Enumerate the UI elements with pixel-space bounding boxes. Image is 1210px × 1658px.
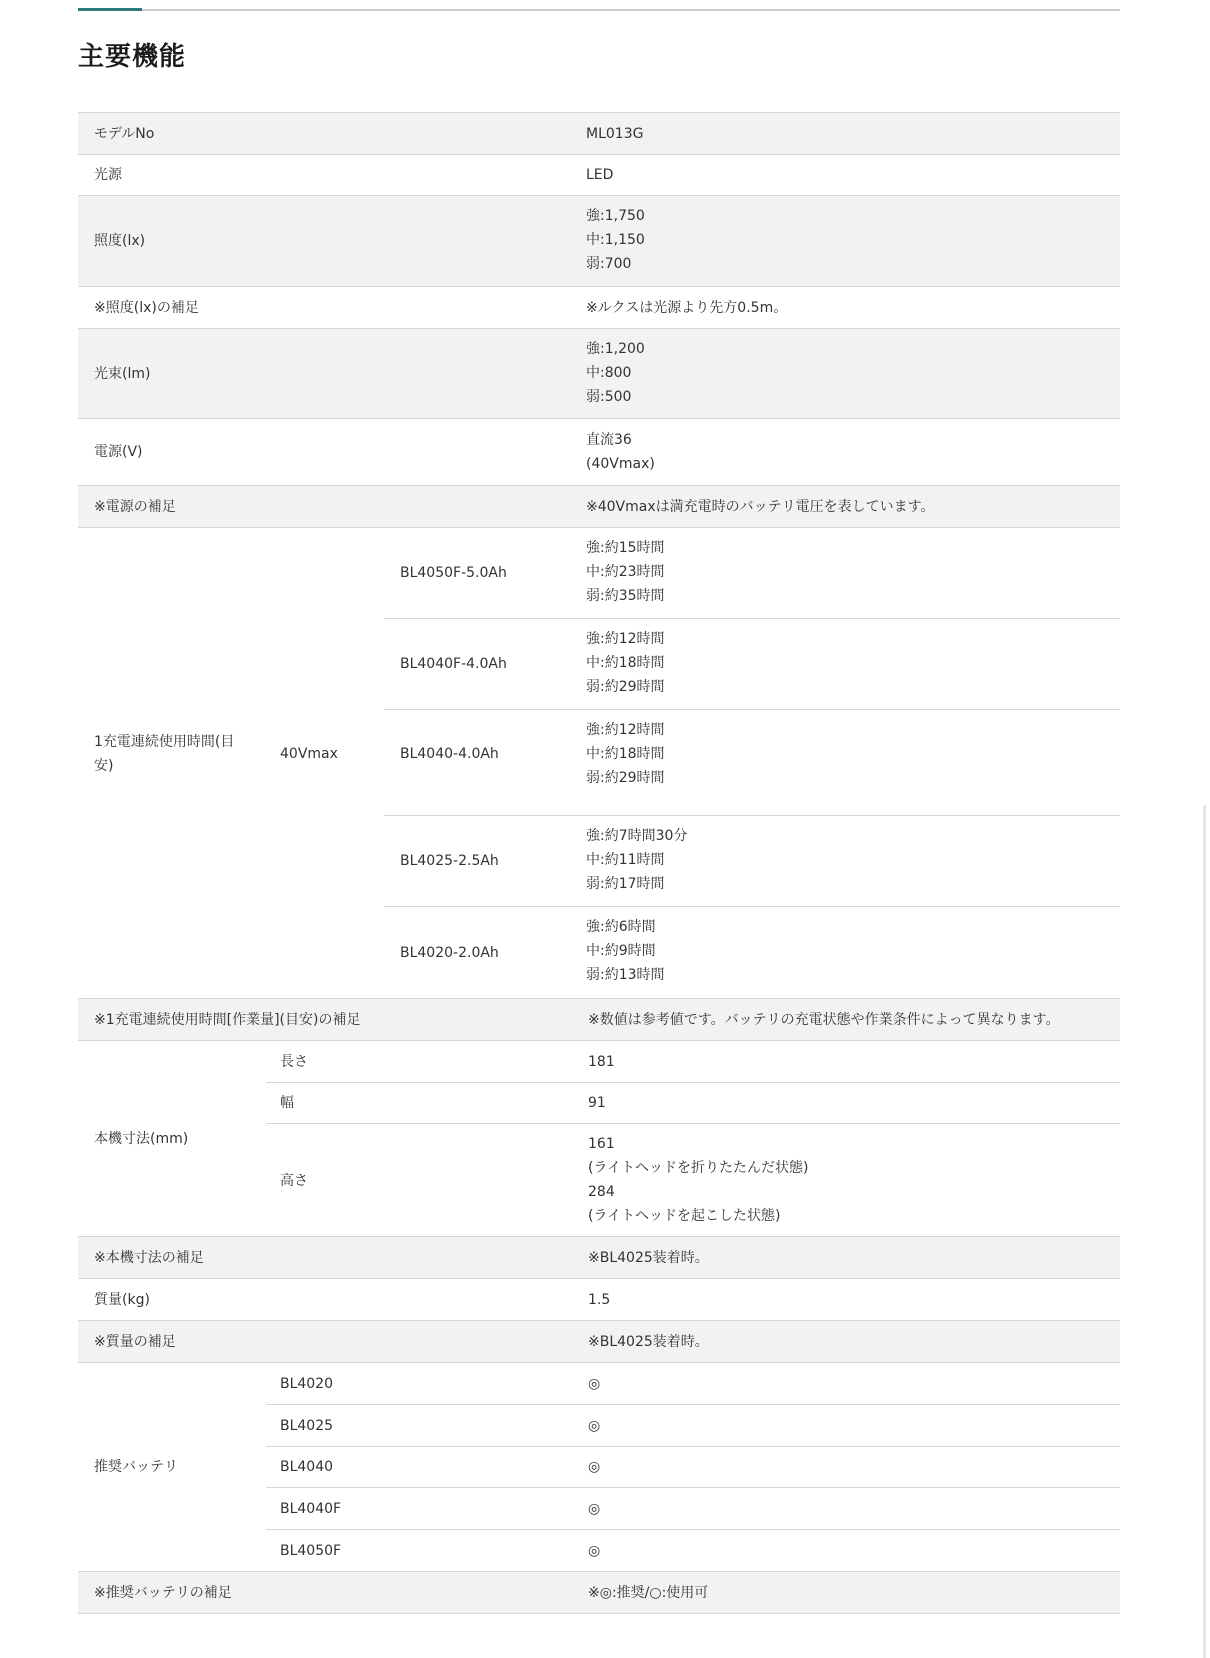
height-raised: 284 xyxy=(588,1184,615,1200)
spec-block-dimensions xyxy=(78,1041,1120,1237)
flux-mid: 中:800 xyxy=(586,365,632,381)
recommended-row xyxy=(266,1447,1120,1488)
dimension-width-label: 幅 xyxy=(280,1095,294,1111)
spec-row-recommended-note xyxy=(78,1572,1120,1614)
section-divider-accent xyxy=(78,8,142,11)
runtime-row-bl4040 xyxy=(384,710,1120,816)
recommended-row xyxy=(266,1363,1120,1405)
spec-value-dimensions-note: ※BL4025装着時。 xyxy=(588,1249,709,1266)
spec-row-runtime-note xyxy=(78,999,1120,1041)
spec-row-mass-note xyxy=(78,1321,1120,1363)
height-folded-note: (ライトヘッドを折りたたんだ状態) xyxy=(588,1160,809,1176)
power-max: (40Vmax) xyxy=(586,456,655,472)
flux-high: 強:1,200 xyxy=(586,341,645,357)
spec-value-luminous-flux xyxy=(586,337,645,409)
spec-row-power xyxy=(78,419,1120,486)
spec-value-power-note: ※40Vmaxは満充電時のバッテリ電圧を表しています。 xyxy=(586,498,935,515)
recommended-battery-name: BL4040F xyxy=(280,1500,342,1517)
dimension-width-value: 91 xyxy=(588,1095,606,1111)
spec-label-model: モデルNo xyxy=(94,125,155,142)
spec-label-luminous-flux: 光束(lm) xyxy=(94,365,151,382)
runtime-battery-name: BL4050F-5.0Ah xyxy=(400,565,507,581)
runtime-low: 弱:約29時間 xyxy=(586,679,665,695)
spec-label-illuminance: 照度(lx) xyxy=(94,233,146,249)
spec-label-mass: 質量(kg) xyxy=(94,1291,150,1308)
spec-row-model xyxy=(78,113,1120,155)
runtime-mid: 中:約18時間 xyxy=(586,746,665,762)
runtime-label-line2: 安) xyxy=(94,758,114,774)
dimension-height-values xyxy=(588,1132,809,1228)
recommended-row xyxy=(266,1405,1120,1447)
recommended-battery-name: BL4025 xyxy=(280,1417,334,1434)
page-scrollbar[interactable] xyxy=(1203,805,1206,1658)
runtime-label-line1: 1充電連続使用時間(目 xyxy=(94,734,235,750)
spec-label-runtime-group: 40Vmax xyxy=(280,746,338,762)
height-folded: 161 xyxy=(588,1136,615,1152)
dimension-length-label: 長さ xyxy=(280,1053,308,1070)
spec-row-illuminance-note xyxy=(78,287,1120,329)
spec-value-illuminance-note: ※ルクスは光源より先方0.5m。 xyxy=(586,299,788,316)
recommended-battery-mark: ◎ xyxy=(588,1500,601,1517)
runtime-mid: 中:約11時間 xyxy=(586,852,665,868)
spec-label-runtime-note: ※1充電連続使用時間[作業量](目安)の補足 xyxy=(94,1011,361,1028)
recommended-battery-mark: ◎ xyxy=(588,1375,601,1392)
power-voltage: 直流36 xyxy=(586,432,632,448)
runtime-battery-values xyxy=(586,718,665,790)
dimension-row-length xyxy=(266,1041,1120,1083)
recommended-battery-name: BL4020 xyxy=(280,1375,334,1392)
spec-label-dimensions: 本機寸法(mm) xyxy=(94,1131,189,1147)
recommended-row xyxy=(266,1488,1120,1530)
runtime-high: 強:約15時間 xyxy=(586,540,665,556)
recommended-row xyxy=(266,1530,1120,1572)
runtime-mid: 中:約23時間 xyxy=(586,564,665,580)
spec-label-recommended-battery: 推奨バッテリ xyxy=(94,1459,178,1475)
spec-value-model: ML013G xyxy=(586,125,644,142)
runtime-mid: 中:約9時間 xyxy=(586,943,656,959)
recommended-battery-mark: ◎ xyxy=(588,1543,601,1559)
spec-block-recommended-battery xyxy=(78,1363,1120,1572)
page-title: 主要機能 xyxy=(78,42,187,72)
spec-row-dimensions-note xyxy=(78,1237,1120,1279)
dimension-row-width xyxy=(266,1083,1120,1124)
height-raised-note: (ライトヘッドを起こした状態) xyxy=(588,1208,781,1224)
runtime-row-bl4040f xyxy=(384,619,1120,710)
spec-label-power: 電源(V) xyxy=(94,444,143,460)
runtime-battery-values xyxy=(586,824,687,896)
recommended-battery-name: BL4040 xyxy=(280,1459,334,1475)
runtime-mid: 中:約18時間 xyxy=(586,655,665,671)
spec-label-mass-note: ※質量の補足 xyxy=(94,1333,176,1350)
recommended-battery-name: BL4050F xyxy=(280,1543,342,1559)
spec-label-dimensions-note: ※本機寸法の補足 xyxy=(94,1249,204,1266)
spec-row-light-source xyxy=(78,155,1120,196)
spec-label-power-note: ※電源の補足 xyxy=(94,498,176,515)
recommended-battery-mark: ◎ xyxy=(588,1459,601,1475)
spec-value-power xyxy=(586,428,655,476)
flux-low: 弱:500 xyxy=(586,389,632,405)
spec-row-luminous-flux xyxy=(78,329,1120,419)
spec-label-runtime xyxy=(94,730,234,778)
dimension-length-value: 181 xyxy=(588,1053,615,1070)
spec-label-light-source: 光源 xyxy=(94,167,122,183)
dimension-row-height xyxy=(266,1124,1120,1237)
dimension-height-label: 高さ xyxy=(280,1172,308,1189)
runtime-battery-name: BL4020-2.0Ah xyxy=(400,945,499,961)
spec-label-illuminance-note: ※照度(lx)の補足 xyxy=(94,299,199,316)
spec-row-mass xyxy=(78,1279,1120,1321)
runtime-battery-name: BL4025-2.5Ah xyxy=(400,853,499,869)
runtime-battery-name: BL4040-4.0Ah xyxy=(400,746,499,762)
spec-row-illuminance xyxy=(78,196,1120,287)
runtime-low: 弱:約29時間 xyxy=(586,770,665,786)
runtime-low: 弱:約13時間 xyxy=(586,967,665,983)
runtime-row-bl4020 xyxy=(384,907,1120,999)
spec-value-mass-note: ※BL4025装着時。 xyxy=(588,1333,709,1350)
spec-value-recommended-note: ※◎:推奨/○:使用可 xyxy=(588,1584,709,1601)
runtime-battery-values xyxy=(586,536,665,608)
spec-block-runtime xyxy=(78,528,1120,999)
spec-label-recommended-note: ※推奨バッテリの補足 xyxy=(94,1584,232,1601)
spec-value-runtime-note: ※数値は参考値です。バッテリの充電状態や作業条件によって異なります。 xyxy=(588,1011,1060,1028)
spec-value-illuminance xyxy=(586,204,645,276)
runtime-high: 強:約7時間30分 xyxy=(586,828,688,844)
section-divider xyxy=(78,9,1120,11)
runtime-high: 強:約12時間 xyxy=(586,631,665,647)
runtime-low: 弱:約35時間 xyxy=(586,588,665,604)
runtime-row-bl4025 xyxy=(384,816,1120,907)
runtime-row-bl4050f xyxy=(384,528,1120,619)
spec-row-power-note xyxy=(78,486,1120,528)
runtime-low: 弱:約17時間 xyxy=(586,876,665,892)
spec-value-light-source: LED xyxy=(586,167,614,183)
spec-value-mass: 1.5 xyxy=(588,1291,611,1308)
runtime-battery-values xyxy=(586,627,665,699)
illuminance-high: 強:1,750 xyxy=(586,208,645,224)
runtime-high: 強:約6時間 xyxy=(586,919,656,935)
illuminance-low: 弱:700 xyxy=(586,256,632,272)
illuminance-mid: 中:1,150 xyxy=(586,232,645,248)
runtime-high: 強:約12時間 xyxy=(586,722,665,738)
runtime-battery-values xyxy=(586,915,665,987)
recommended-battery-mark: ◎ xyxy=(588,1417,601,1434)
runtime-battery-name: BL4040F-4.0Ah xyxy=(400,656,507,672)
